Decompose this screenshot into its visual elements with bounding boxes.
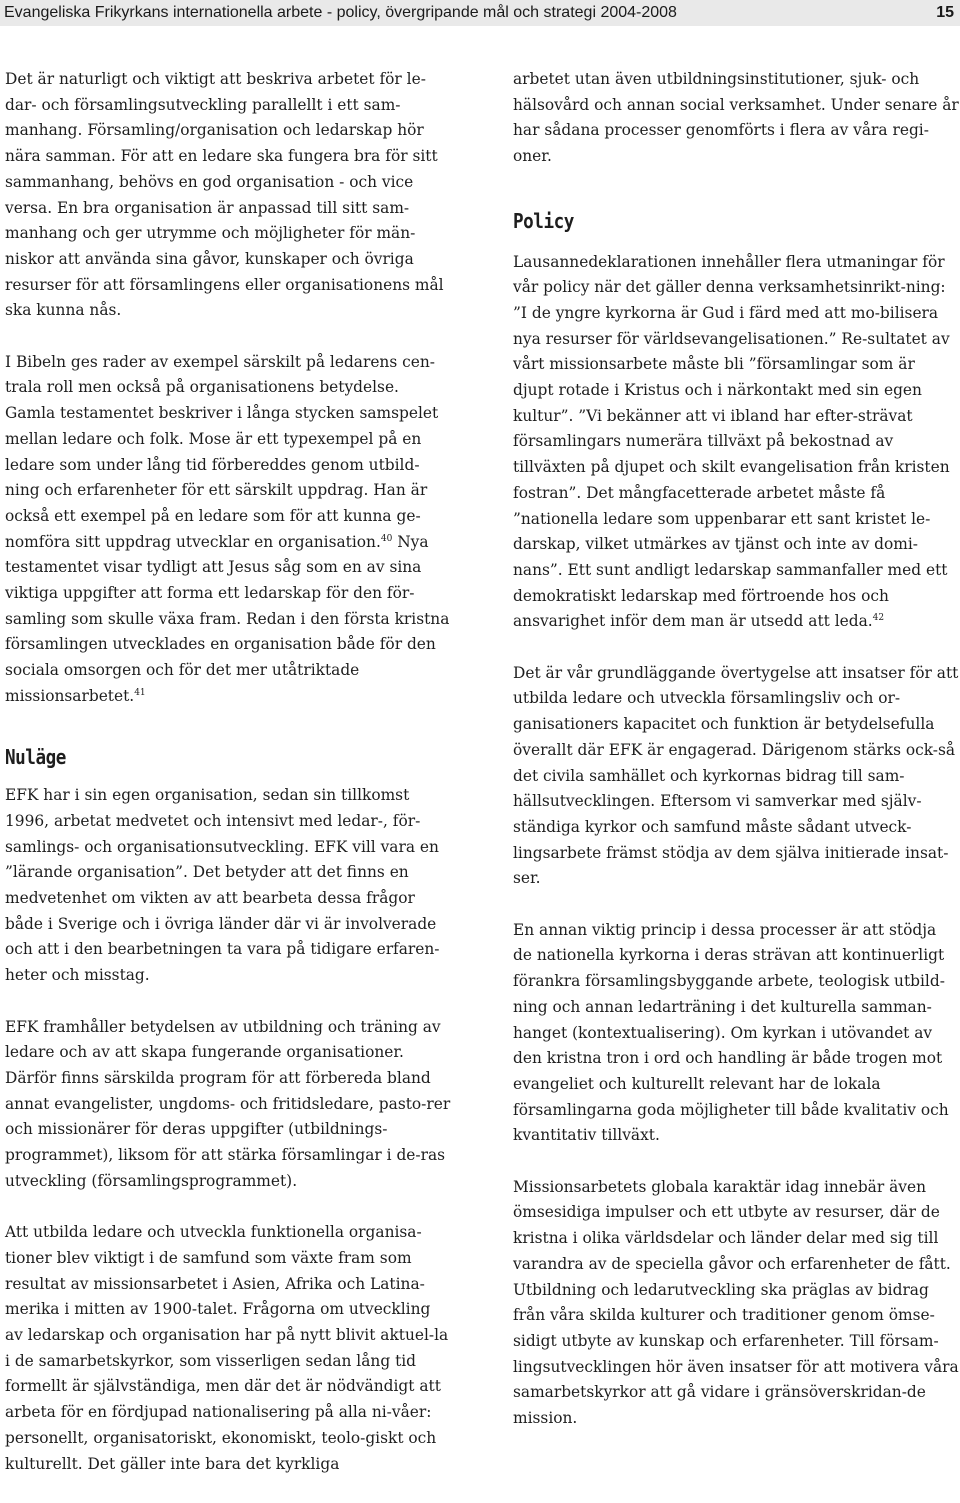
- paragraph: EFK har i sin egen organisation, sedan sin tillkomst 1996, arbetat medvetet och intensivt med ledar-, för-samlings- och organisationsutveckling. EFK vill vara en ”lärande organisation”. Det betyder att det finns en medvetenhet om vikten av att bearbeta dessa frågor både i Sverige och i övriga länder där vi är involverade och att i den bearbetningen ta vara på tidigare erfaren-heter och misstag.: [5, 786, 440, 985]
- document-title: Evangeliska Frikyrkans internationella arbete - policy, övergripande mål och strategi 2004-2008: [4, 4, 677, 21]
- paragraph: [513, 250, 959, 636]
- right-column: [513, 67, 959, 1457]
- paragraph: Det är naturligt och viktigt att beskriva arbetet för le-dar- och församlingsutveckling parallellt i ett sam-manhang. Församling/organisation och ledarskap hör nära samman. För att en ledare ska fungera bra för sitt sammanhang, behövs en god organisation - och vice versa. En bra organisation är anpassad till sitt sam-manhang och ger utrymme och möjligheter för män-niskor att använda sina gåvor, kunskaper och övriga resurser för att församlingens eller organisationens mål ska kunna nås.: [5, 70, 444, 320]
- paragraph-text: I Bibeln ges rader av exempel särskilt på ledarens cen-trala roll men också på organisationens betydelse. Gamla testamentet beskriver i långa stycken samspelet mellan ledare och folk. Mose är ett typexempel på en ledare som under lång tid förbereddes genom utbild-ning och erfarenheter för ett särskilt uppdrag. Han är också ett exempel på en ledare som för att kunna ge-nomföra sitt uppdrag utvecklar en organisation.: [5, 352, 439, 551]
- paragraph: Missionsarbetets globala karaktär idag innebär även ömsesidiga impulser och ett utbyte av resurser, där de kristna i olika världsdelar och länder delar med sig till varandra av de speciella gåvor och erfarenheter de fått. Utbildning och ledarutveckling ska präglas av bidrag från våra skilda kulturer och traditioner genom ömse-sidigt utbyte av kunskap och erfarenheter. Till försam-lingsutvecklingen hör även insatser för att motivera våra samarbetskyrkor att gå vidare i gränsöverskridan-de mission.: [513, 1177, 959, 1428]
- paragraph: Att utbilda ledare och utveckla funktionella organisa-tioner blev viktigt i de samfund som växte fram som resultat av missionsarbetet i Asien, Afrika och Latina-merika i mitten av 1900-talet. Frågorna om utveckling av ledarskap och organisation har på nytt blivit aktuel-la i de samarbetskyrkor, som visserligen sedan lång tid formellt är självständiga, men där det är nödvändigt att arbeta för en fördjupad nationalisering på alla ni-våer: personellt, organisatoriskt, ekonomiskt, teolo-giskt och kulturellt. Det gäller inte bara det kyrkliga: [5, 1223, 449, 1473]
- paragraph: arbetet utan även utbildningsinstitutioner, sjuk- och hälsovård och annan social verksamhet. Under senare år har sådana processer genomförts i flera av våra regi-oner.: [513, 70, 959, 166]
- page-number: 15: [936, 4, 954, 21]
- paragraph: Det är vår grundläggande övertygelse att insatser för att utbilda ledare och utveckla församlingsliv och or-ganisationers kapacitet och funktion är betydelsefulla överallt där EFK är engagerad. Därigenom stärks ock-så det civila samhället och kyrkornas bidrag till sam-hällsutvecklingen. Eftersom vi samverkar med själv-ständiga kyrkor och samfund måste sådant utveck-lingsarbete främst stödja av dem själva initierade insat-ser.: [513, 663, 959, 888]
- section-heading-nulage: Nuläge: [5, 745, 66, 770]
- paragraph: EFK framhåller betydelsen av utbildning och träning av ledare och av att skapa fungerande organisationer. Därför finns särskilda program för att förbereda bland annat evangelister, ungdoms- och fritidsledare, pasto-rer och missionärer för deras uppgifter (utbildnings-programmet), liksom för att stärka församlingar i de-ras utveckling (församlingsprogrammet).: [5, 1017, 451, 1190]
- section-heading-policy: Policy: [513, 208, 574, 233]
- footnote-ref: 41: [134, 687, 146, 698]
- paragraph-text: Lausannedeklarationen innehåller flera utmaningar för vår policy när det gäller denna verksamhetsinrikt-ning: ”I de yngre kyrkorna är Gud i färd med att mo-bilisera nya resurser för världsevangelisationen.” Re-sultatet av vårt missionsarbete måste bli ”församlingar som är djupt rotade i Kristus och i närkontakt med sin egen kultur”. ”Vi bekänner att vi ibland har efter-strävat församlingars numerära tillväxt på bekostnad av tillväxten på djupet och skilt evangelisation från kristen fostran”. Det mångfacetterade arbetet måste få ”nationella ledare som uppenbarar ett sant kristet le-darskap, vilket utmärkes av tjänst och inte av domi-nans”. Ett sunt andligt ledarskap sammanfaller med ett demokratiskt ledarskap med förtroende hos och ansvarighet inför dem man är utsedd att leda.: [513, 252, 950, 631]
- footnote-ref: 40: [380, 533, 393, 544]
- page-header: [0, 0, 960, 26]
- paragraph: [5, 350, 451, 710]
- paragraph-text: Nya testamentet visar tydligt att Jesus såg som en av sina viktiga uppgifter att forma ett ledarskap för den för-samling som skulle växa fram. Redan i den första kristna församlingen utvecklades en organisation både för den sociala omsorgen och för det mer utåtriktade missionsarbetet.: [5, 532, 450, 705]
- paragraph: En annan viktig princip i dessa processer är att stödja de nationella kyrkorna i deras strävan att kontinuerligt förankra församlingsbyggande arbete, teologisk utbild-ning och annan ledarträning i det kulturella samman-hanget (kontextualisering). Om kyrkan i utövandet av den kristna tron i ord och handling är både trogen mot evangeliet och kulturellt relevant har de lokala församlingarna goda möjligheter till både kvalitativ och kvantitativ tillväxt.: [513, 920, 949, 1145]
- left-column: [5, 67, 451, 1503]
- footnote-ref: 42: [872, 613, 885, 624]
